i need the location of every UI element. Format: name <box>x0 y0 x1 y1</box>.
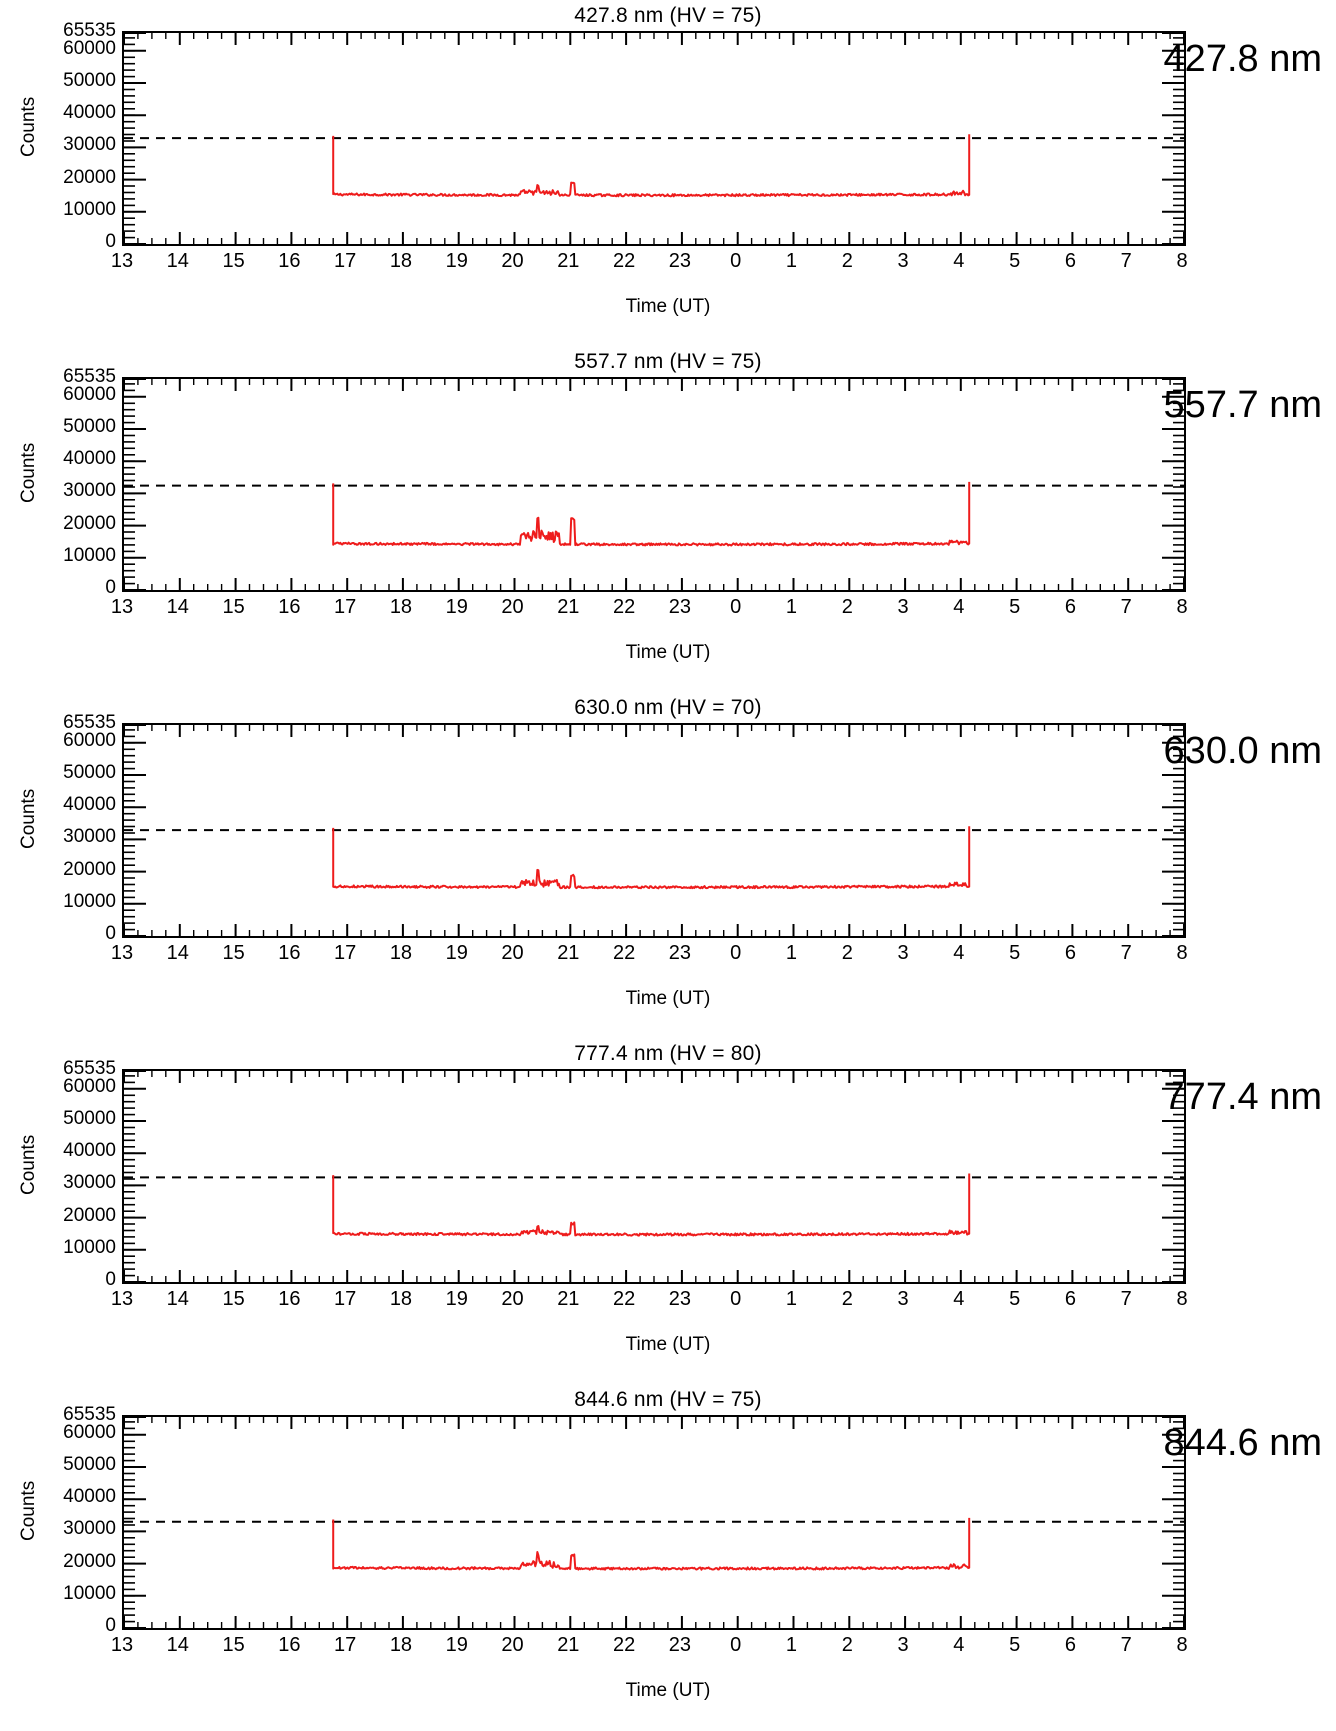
x-tick-label: 17 <box>334 942 357 964</box>
x-tick-label: 7 <box>1120 942 1132 964</box>
x-tick-labels <box>110 596 1188 622</box>
x-tick-label: 17 <box>334 250 357 272</box>
y-tick-label: 60000 <box>63 1075 116 1097</box>
y-axis-label-text: Counts <box>18 788 39 849</box>
y-tick-label: 0 <box>105 577 116 598</box>
y-tick-label: 30000 <box>63 480 116 502</box>
wavelength-annotation: 427.8 nm <box>1163 38 1322 80</box>
x-tick-label: 18 <box>389 596 413 618</box>
x-tick-label: 22 <box>612 1288 636 1310</box>
counts-line <box>333 1174 969 1236</box>
x-tick-label: 3 <box>897 596 909 618</box>
chart-panel <box>0 346 1336 692</box>
x-tick-label: 16 <box>278 1634 301 1656</box>
data-trace <box>124 1071 1184 1282</box>
y-tick-label: 60000 <box>63 37 116 59</box>
x-tick-label: 8 <box>1176 1634 1188 1656</box>
x-tick-label: 0 <box>730 1634 742 1656</box>
x-tick-label: 1 <box>785 1634 798 1656</box>
y-tick-labels <box>14 714 116 946</box>
plot-area <box>122 1069 1186 1284</box>
plot-area <box>122 31 1186 246</box>
x-tick-label: 19 <box>445 596 468 618</box>
x-tick-label: 8 <box>1176 942 1188 964</box>
data-trace <box>124 1417 1184 1628</box>
x-tick-label: 5 <box>1009 942 1021 964</box>
x-tick-label: 4 <box>953 942 965 964</box>
y-tick-label: 60000 <box>63 383 116 405</box>
x-tick-label: 23 <box>668 250 692 272</box>
x-tick-label: 0 <box>730 596 742 618</box>
y-tick-label: 65535 <box>63 1404 116 1425</box>
y-tick-label: 10000 <box>63 890 116 912</box>
y-tick-label: 60000 <box>63 1421 116 1443</box>
x-tick-label: 14 <box>166 942 189 964</box>
y-tick-labels <box>14 22 116 254</box>
wavelength-annotation: 557.7 nm <box>1163 384 1322 426</box>
x-tick-label: 22 <box>612 942 636 964</box>
x-tick-label: 6 <box>1064 1288 1076 1310</box>
y-tick-label: 30000 <box>63 1518 116 1540</box>
panel-title: 844.6 nm (HV = 75) <box>574 1388 762 1411</box>
y-tick-label: 30000 <box>63 826 116 848</box>
y-tick-label: 0 <box>105 923 116 944</box>
y-tick-label: 30000 <box>63 1172 116 1194</box>
x-tick-label: 23 <box>668 596 692 618</box>
y-tick-label: 10000 <box>63 544 116 566</box>
y-tick-label: 10000 <box>63 198 116 220</box>
y-tick-label: 50000 <box>63 1108 116 1130</box>
data-trace <box>124 33 1184 244</box>
x-tick-label: 19 <box>445 250 468 272</box>
x-tick-label: 5 <box>1009 596 1021 618</box>
y-tick-label: 60000 <box>63 729 116 751</box>
x-tick-label: 13 <box>110 596 134 618</box>
y-tick-label: 20000 <box>63 1204 116 1226</box>
x-tick-label: 2 <box>841 1634 853 1656</box>
y-axis-label-text: Counts <box>18 1134 39 1195</box>
x-tick-label: 13 <box>110 250 134 272</box>
y-axis-label-text: Counts <box>18 1480 39 1541</box>
y-tick-labels <box>14 368 116 600</box>
x-tick-label: 13 <box>110 1634 134 1656</box>
chart-panel <box>0 1038 1336 1384</box>
counts-line <box>333 826 969 888</box>
data-trace <box>124 379 1184 590</box>
y-tick-label: 50000 <box>63 416 116 438</box>
x-axis-label: Time (UT) <box>625 296 711 317</box>
x-tick-label: 0 <box>730 942 742 964</box>
counts-line <box>333 482 969 546</box>
x-tick-label: 16 <box>278 250 301 272</box>
x-tick-label: 0 <box>730 1288 742 1310</box>
x-tick-label: 7 <box>1120 596 1132 618</box>
y-tick-label: 65535 <box>63 1058 116 1079</box>
y-axis-label-text: Counts <box>18 442 39 503</box>
x-tick-label: 16 <box>278 942 301 964</box>
y-tick-labels <box>14 1406 116 1638</box>
y-tick-label: 65535 <box>63 20 116 41</box>
x-tick-label: 15 <box>222 1634 245 1656</box>
y-tick-label: 30000 <box>63 134 116 156</box>
x-tick-label: 2 <box>841 596 853 618</box>
x-tick-label: 1 <box>785 1288 798 1310</box>
x-tick-labels <box>110 1634 1188 1660</box>
y-tick-label: 50000 <box>63 1454 116 1476</box>
y-tick-label: 10000 <box>63 1236 116 1258</box>
x-tick-label: 14 <box>166 1634 189 1656</box>
x-tick-label: 2 <box>841 1288 853 1310</box>
x-tick-label: 1 <box>785 596 798 618</box>
x-tick-label: 3 <box>897 250 909 272</box>
x-tick-label: 20 <box>501 1288 524 1310</box>
x-tick-label: 1 <box>785 250 798 272</box>
y-tick-label: 20000 <box>63 858 116 880</box>
x-tick-label: 7 <box>1120 1634 1132 1656</box>
x-tick-label: 4 <box>953 596 965 618</box>
x-tick-label: 22 <box>612 1634 636 1656</box>
x-tick-label: 2 <box>841 250 853 272</box>
x-tick-label: 19 <box>445 1634 468 1656</box>
x-tick-label: 21 <box>557 942 580 964</box>
x-tick-label: 3 <box>897 1288 909 1310</box>
wavelength-annotation: 844.6 nm <box>1163 1422 1322 1464</box>
wavelength-annotation: 630.0 nm <box>1163 730 1322 772</box>
plot-area <box>122 1415 1186 1630</box>
x-tick-label: 15 <box>222 250 245 272</box>
x-tick-label: 4 <box>953 1288 965 1310</box>
x-tick-labels <box>110 1288 1188 1314</box>
x-tick-label: 16 <box>278 1288 301 1310</box>
chart-panel <box>0 0 1336 346</box>
y-tick-label: 20000 <box>63 1550 116 1572</box>
x-tick-label: 20 <box>501 596 524 618</box>
y-tick-labels <box>14 1060 116 1292</box>
x-tick-label: 15 <box>222 942 245 964</box>
y-tick-label: 0 <box>105 1615 116 1636</box>
x-tick-label: 4 <box>953 1634 965 1656</box>
x-tick-label: 8 <box>1176 1288 1188 1310</box>
x-tick-label: 21 <box>557 1634 580 1656</box>
y-tick-label: 0 <box>105 1269 116 1290</box>
x-tick-label: 17 <box>334 596 357 618</box>
x-tick-label: 23 <box>668 1634 692 1656</box>
x-axis-label: Time (UT) <box>625 1680 711 1701</box>
y-tick-label: 40000 <box>63 1140 116 1162</box>
x-tick-label: 6 <box>1064 596 1076 618</box>
y-tick-label: 10000 <box>63 1582 116 1604</box>
x-tick-label: 6 <box>1064 942 1076 964</box>
y-tick-label: 20000 <box>63 166 116 188</box>
panel-title: 427.8 nm (HV = 75) <box>574 4 762 27</box>
x-tick-label: 19 <box>445 942 468 964</box>
plot-area <box>122 377 1186 592</box>
x-tick-label: 6 <box>1064 1634 1076 1656</box>
x-tick-label: 21 <box>557 596 580 618</box>
x-tick-label: 15 <box>222 596 245 618</box>
y-tick-label: 65535 <box>63 712 116 733</box>
x-tick-label: 15 <box>222 1288 245 1310</box>
x-tick-label: 18 <box>389 1288 413 1310</box>
y-tick-label: 0 <box>105 231 116 252</box>
y-tick-label: 40000 <box>63 102 116 124</box>
panel-title: 557.7 nm (HV = 75) <box>574 350 762 373</box>
x-tick-label: 18 <box>389 250 413 272</box>
x-tick-label: 13 <box>110 942 134 964</box>
x-tick-label: 3 <box>897 942 909 964</box>
x-tick-label: 17 <box>334 1634 357 1656</box>
wavelength-annotation: 777.4 nm <box>1163 1076 1322 1118</box>
x-axis-label: Time (UT) <box>625 988 711 1009</box>
x-tick-label: 14 <box>166 250 189 272</box>
x-tick-labels <box>110 250 1188 276</box>
plot-area <box>122 723 1186 938</box>
x-tick-label: 5 <box>1009 1288 1021 1310</box>
y-tick-label: 65535 <box>63 366 116 387</box>
x-tick-label: 14 <box>166 1288 189 1310</box>
counts-line <box>333 1518 969 1570</box>
data-trace <box>124 725 1184 936</box>
x-tick-label: 21 <box>557 250 580 272</box>
x-tick-label: 2 <box>841 942 853 964</box>
x-tick-label: 6 <box>1064 250 1076 272</box>
x-tick-label: 23 <box>668 942 692 964</box>
x-tick-label: 20 <box>501 1634 524 1656</box>
chart-panel <box>0 1384 1336 1730</box>
x-tick-label: 23 <box>668 1288 692 1310</box>
x-tick-label: 18 <box>389 1634 413 1656</box>
x-tick-label: 1 <box>785 942 798 964</box>
x-tick-label: 8 <box>1176 250 1188 272</box>
x-tick-label: 13 <box>110 1288 134 1310</box>
counts-line <box>333 134 969 196</box>
y-axis-label-text: Counts <box>18 96 39 157</box>
x-tick-label: 7 <box>1120 1288 1132 1310</box>
y-tick-label: 20000 <box>63 512 116 534</box>
x-axis-label: Time (UT) <box>625 642 711 663</box>
x-tick-label: 20 <box>501 942 524 964</box>
x-tick-label: 0 <box>730 250 742 272</box>
x-tick-label: 8 <box>1176 596 1188 618</box>
x-tick-label: 14 <box>166 596 189 618</box>
x-tick-label: 4 <box>953 250 965 272</box>
y-tick-label: 50000 <box>63 762 116 784</box>
x-tick-label: 19 <box>445 1288 468 1310</box>
x-tick-label: 7 <box>1120 250 1132 272</box>
panel-title: 777.4 nm (HV = 80) <box>574 1042 762 1065</box>
y-tick-label: 40000 <box>63 448 116 470</box>
x-tick-label: 20 <box>501 250 524 272</box>
x-tick-label: 5 <box>1009 250 1021 272</box>
x-tick-label: 17 <box>334 1288 357 1310</box>
y-tick-label: 40000 <box>63 794 116 816</box>
x-tick-label: 18 <box>389 942 413 964</box>
panel-title: 630.0 nm (HV = 70) <box>574 696 762 719</box>
x-tick-label: 5 <box>1009 1634 1021 1656</box>
x-tick-label: 16 <box>278 596 301 618</box>
x-tick-label: 22 <box>612 596 636 618</box>
x-tick-label: 21 <box>557 1288 580 1310</box>
x-tick-labels <box>110 942 1188 968</box>
x-tick-label: 3 <box>897 1634 909 1656</box>
chart-panel <box>0 692 1336 1038</box>
y-tick-label: 40000 <box>63 1486 116 1508</box>
x-axis-label: Time (UT) <box>625 1334 711 1355</box>
y-tick-label: 50000 <box>63 70 116 92</box>
x-tick-label: 22 <box>612 250 636 272</box>
